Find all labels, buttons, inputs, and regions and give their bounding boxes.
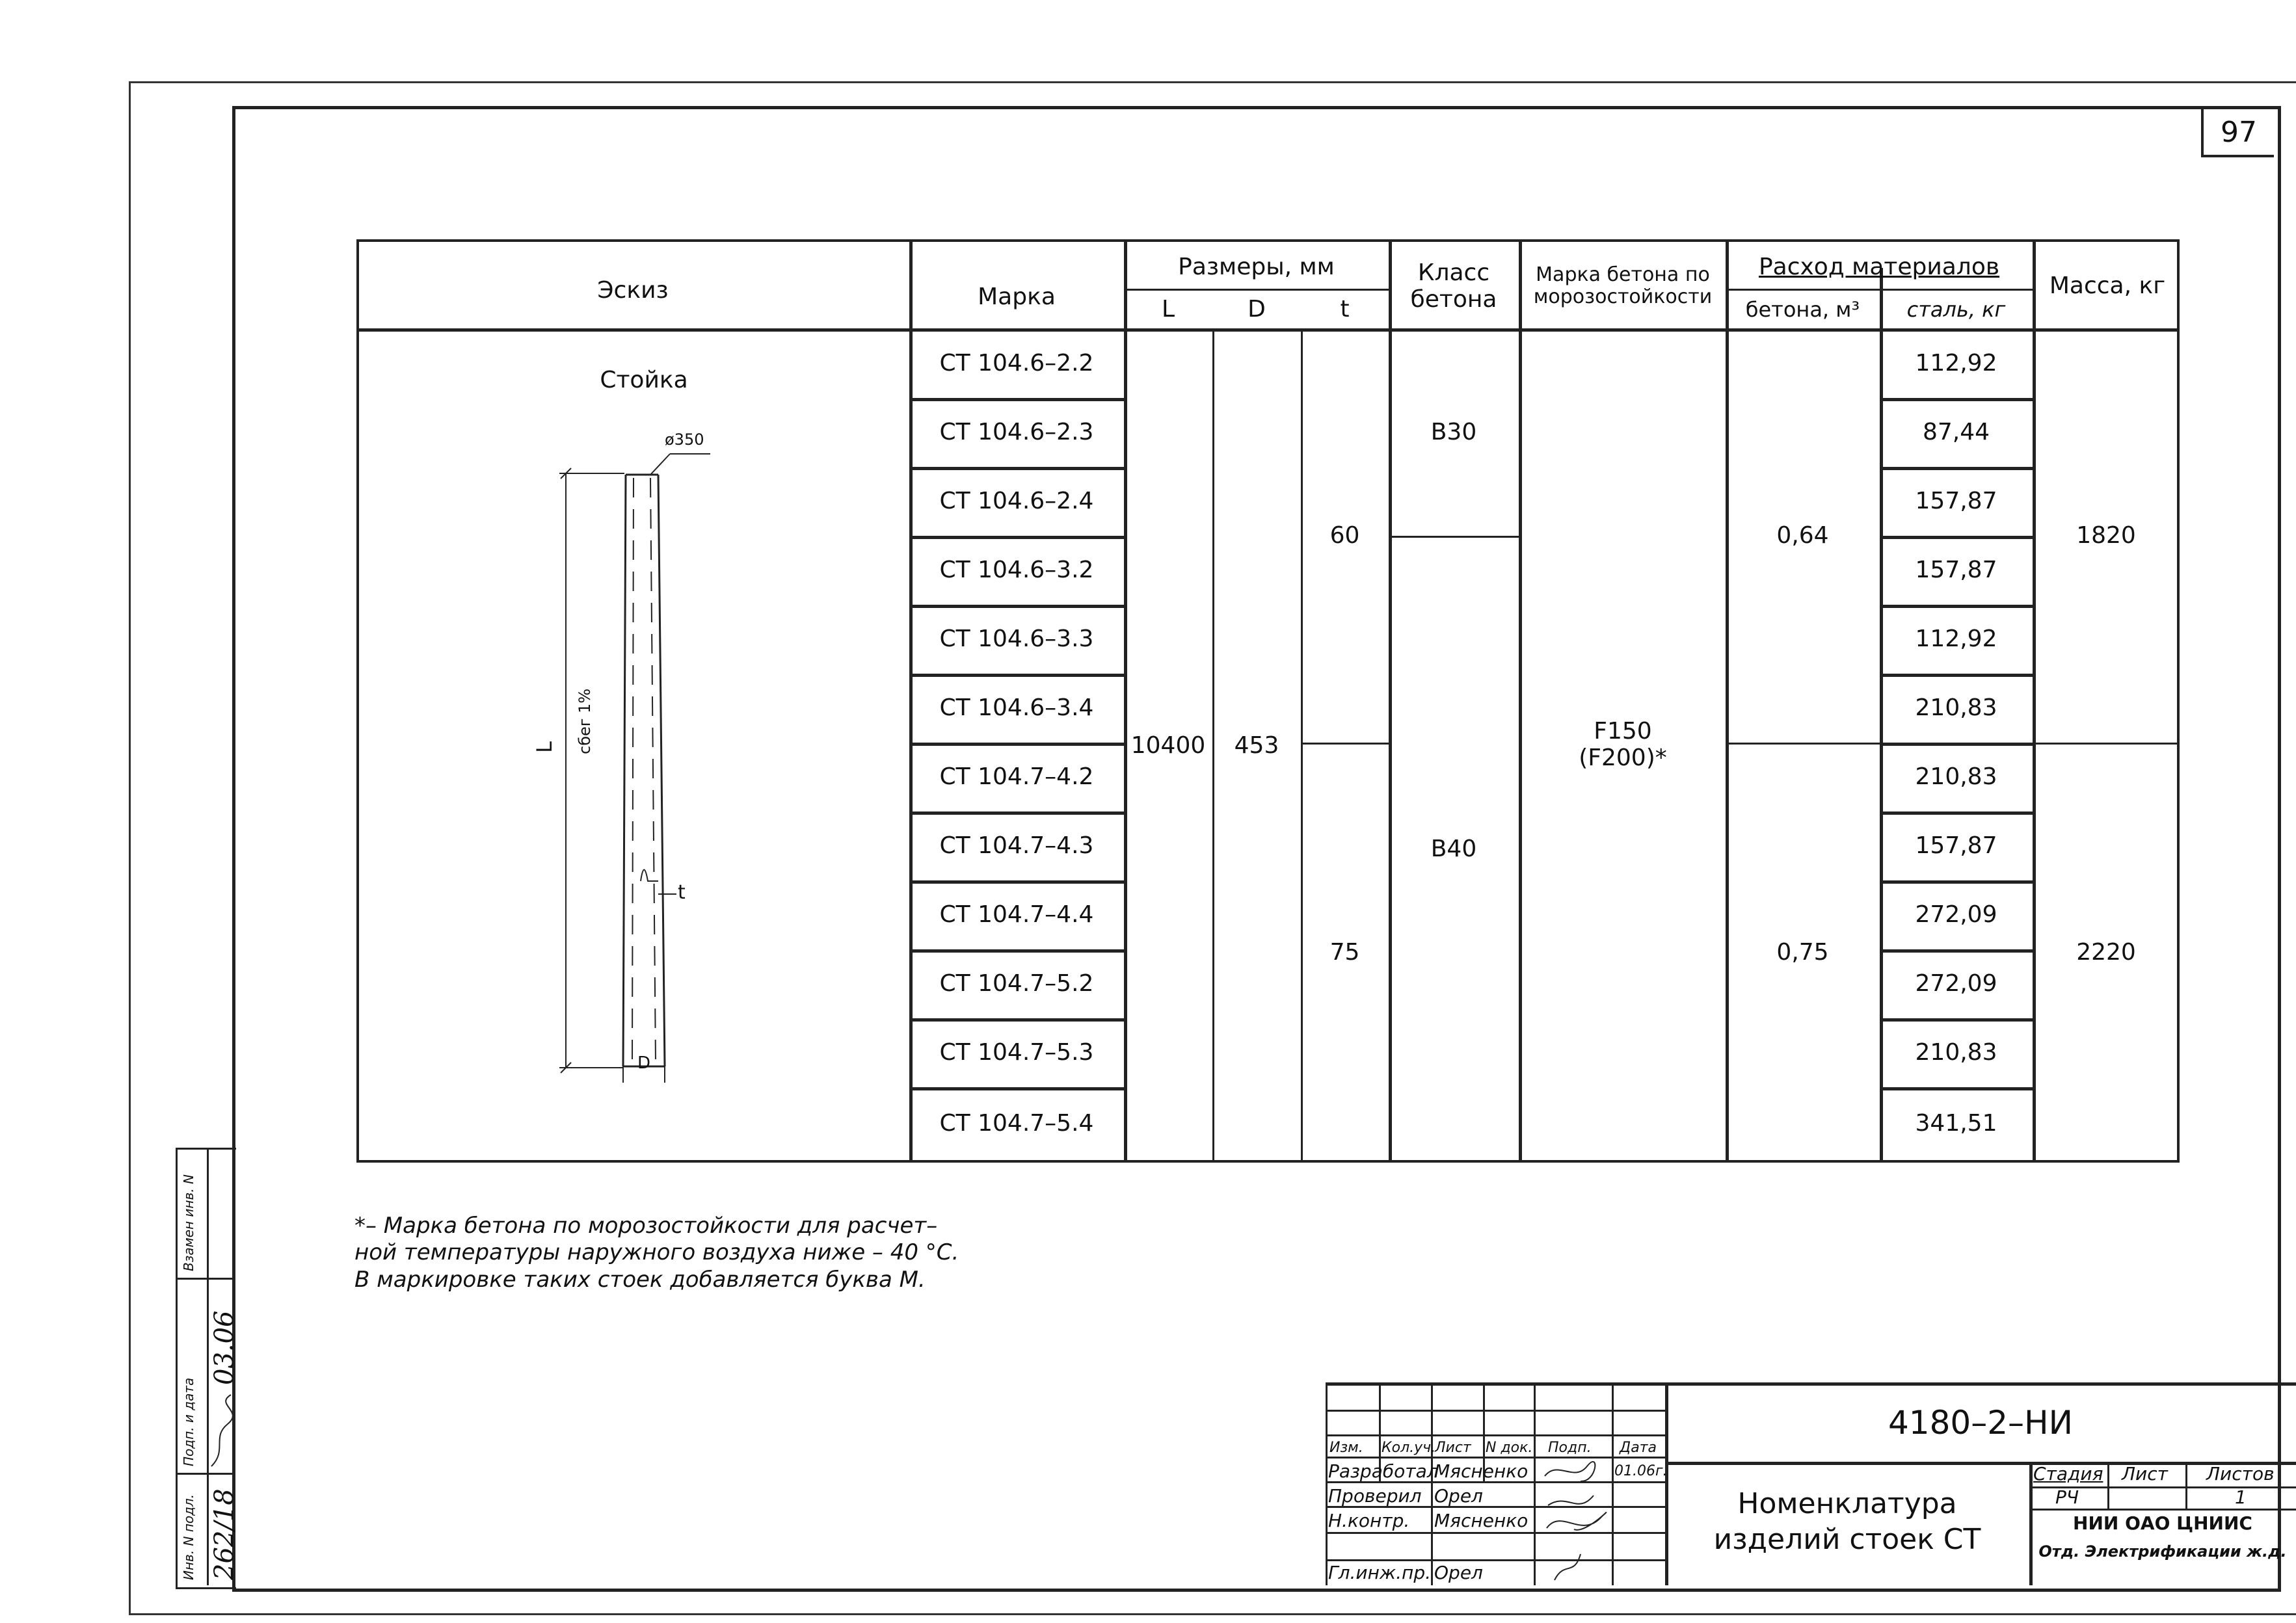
- org-department: Отд. Электрификации ж.д.: [2038, 1542, 2287, 1561]
- tb-sheets-header: Листов: [2206, 1463, 2275, 1484]
- side-replace-label: Взамен инв. N: [181, 1174, 196, 1271]
- doc-title-line: изделий стоек СТ: [1713, 1523, 1981, 1556]
- mark-cell: СТ 104.6–3.4: [939, 694, 1094, 722]
- tb-date-developer: 01.06г.: [1614, 1463, 1668, 1479]
- header-concrete-m3: бетона, м³: [1745, 297, 1860, 322]
- sketch-diameter-label: ø350: [665, 430, 704, 449]
- steel-cell: 210,83: [1915, 763, 1997, 791]
- mark-cell: СТ 104.7–5.4: [939, 1110, 1094, 1137]
- side-sign-label: Подп. и дата: [181, 1377, 196, 1466]
- sketch-taper-label: сбег 1%: [576, 688, 594, 754]
- doc-title: [1665, 1486, 2029, 1557]
- steel-cell: 112,92: [1915, 626, 1997, 653]
- mark-cell: СТ 104.7–4.3: [939, 832, 1094, 860]
- tb-role-chief-engineer: Гл.инж.пр.: [1328, 1562, 1432, 1583]
- steel-cell: 112,92: [1915, 349, 1997, 376]
- doc-code: 4180–2–НИ: [1888, 1403, 2074, 1442]
- sketch-t-label: t: [678, 881, 686, 904]
- steel-cell: 210,83: [1915, 694, 1997, 722]
- diameter-value: 453: [1234, 732, 1279, 759]
- steel-cell: 272,09: [1915, 901, 1997, 929]
- length-value: 10400: [1130, 732, 1206, 759]
- footnote-line: ной температуры наружного воздуха ниже – 40 °С.: [354, 1239, 959, 1266]
- tb-col-list: Лист: [1435, 1440, 1471, 1456]
- footnote: [354, 1213, 959, 1293]
- sketch-length-label: L: [531, 741, 557, 753]
- tb-name-developer: Мясненко: [1434, 1460, 1528, 1482]
- mark-cell: СТ 104.7–5.2: [939, 970, 1094, 997]
- header-steel-kg: сталь, кг: [1906, 297, 2006, 322]
- header-dimensions: Размеры, мм: [1178, 254, 1335, 281]
- mark-cell: СТ 104.7–5.3: [939, 1039, 1094, 1066]
- header-dim-t: t: [1340, 296, 1350, 323]
- side-signature-mark: [208, 1392, 234, 1470]
- steel-cell: 157,87: [1915, 488, 1997, 515]
- footnote-line: В маркировке таких стоек добавляется буква М.: [354, 1266, 926, 1293]
- header-mark: Марка: [978, 284, 1056, 311]
- steel-cell: 272,09: [1915, 970, 1997, 997]
- mark-cell: СТ 104.6–3.2: [939, 557, 1094, 584]
- sketch-title: Стойка: [600, 367, 688, 394]
- mark-cell: СТ 104.6–3.3: [939, 626, 1094, 653]
- sheet-number: 97: [2201, 109, 2274, 157]
- signature-marks: [1535, 1457, 1612, 1584]
- tb-role-developer: Разработал: [1328, 1460, 1439, 1482]
- header-dim-d: D: [1248, 296, 1266, 323]
- tb-col-podp: Подп.: [1548, 1440, 1592, 1456]
- mark-cell: СТ 104.6–2.2: [939, 349, 1094, 376]
- tb-role-checker: Проверил: [1328, 1485, 1422, 1507]
- header-sketch: Эскиз: [597, 277, 669, 304]
- tb-name-chief-engineer: Орел: [1434, 1562, 1483, 1583]
- header-dim-l: L: [1161, 296, 1175, 323]
- frost-mark-value: F150 (F200)*: [1579, 717, 1667, 771]
- concrete-group2: 0,75: [1776, 939, 1829, 966]
- doc-title-line: Номенклатура: [1737, 1487, 1957, 1520]
- sketch-d-label: D: [637, 1053, 651, 1073]
- footnote-line: *– Марка бетона по морозостойкости для расчет–: [354, 1213, 938, 1239]
- mark-cell: СТ 104.6–2.3: [939, 419, 1094, 446]
- tb-col-izm: Изм.: [1329, 1440, 1363, 1456]
- thickness-group1: 60: [1329, 521, 1360, 549]
- header-concrete-class: Класс бетона: [1410, 259, 1497, 313]
- header-materials: Расход материалов: [1758, 254, 2000, 281]
- side-inv-label: Инв. N подл.: [181, 1494, 196, 1580]
- tb-stage-header: Стадия: [2033, 1463, 2103, 1484]
- header-mass-kg: Масса, кг: [2049, 272, 2166, 300]
- tb-col-kol: Кол.уч.: [1382, 1440, 1436, 1456]
- class-group1: B30: [1430, 418, 1477, 445]
- steel-cell: 341,51: [1915, 1110, 1997, 1137]
- tb-sheets-value: 1: [2235, 1486, 2247, 1508]
- tb-sheet-header: Лист: [2122, 1463, 2168, 1484]
- steel-cell: 157,87: [1915, 832, 1997, 860]
- class-group2: B40: [1430, 836, 1477, 863]
- mark-cell: СТ 104.7–4.2: [939, 763, 1094, 791]
- tb-name-normcontrol: Мясненко: [1434, 1510, 1528, 1531]
- header-frost-mark: Марка бетона по морозостойкости: [1533, 263, 1713, 308]
- thickness-group2: 75: [1329, 939, 1360, 966]
- steel-cell: 210,83: [1915, 1039, 1997, 1066]
- steel-cell: 157,87: [1915, 557, 1997, 584]
- tb-col-data: Дата: [1620, 1440, 1657, 1456]
- tb-role-normcontrol: Н.контр.: [1328, 1510, 1410, 1531]
- mark-cell: СТ 104.6–2.4: [939, 488, 1094, 515]
- tb-stage-value: РЧ: [2055, 1486, 2079, 1508]
- org-name: НИИ ОАО ЦНИИС: [2073, 1512, 2252, 1534]
- concrete-group1: 0,64: [1776, 521, 1829, 549]
- side-sign-value: 03.06: [209, 1310, 239, 1385]
- mass-group2: 2220: [2076, 939, 2136, 966]
- mass-group1: 1820: [2076, 521, 2136, 549]
- tb-col-ndok: N док.: [1486, 1440, 1533, 1456]
- tb-name-checker: Орел: [1434, 1485, 1483, 1507]
- steel-cell: 87,44: [1922, 419, 1990, 446]
- side-inv-value: 262/18: [209, 1488, 239, 1580]
- mark-cell: СТ 104.7–4.4: [939, 901, 1094, 929]
